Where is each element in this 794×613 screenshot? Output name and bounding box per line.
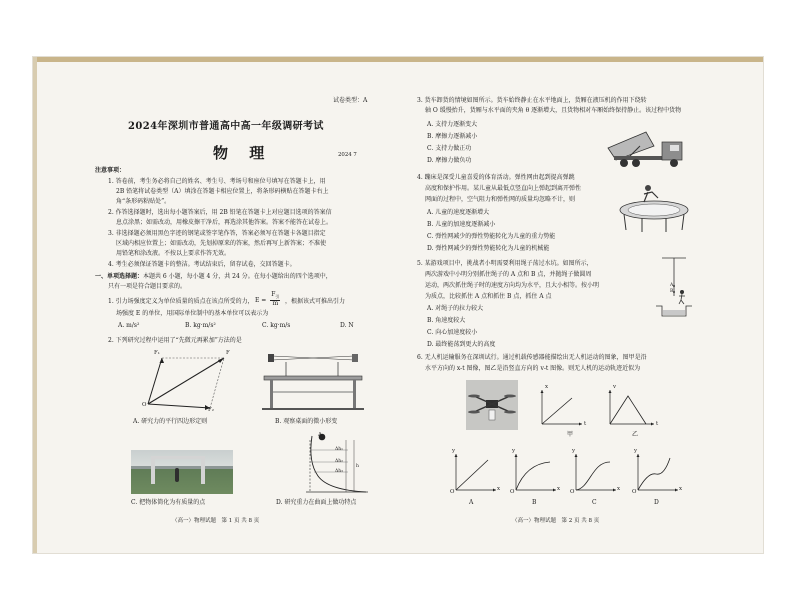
notes-line: 2. 作答选择题时，选出每小题答案后，用 2B 铅笔在答题卡上对应题目选项的答案信 [108,209,332,216]
label-o: O [142,402,147,408]
q4-stem: 4. 蹦床是深受儿童喜爱的体育活动。弹性网由起到提高弹跳 [417,174,575,181]
q1-formula [255,292,280,308]
subject-heading: 物 理 [213,144,273,162]
q5-label-b: B [670,289,674,294]
label-dh3: Δh₃ [335,469,343,474]
q2-caption-b[interactable]: B. 观察桌面的微小形变 [275,418,338,425]
origin-a: O [450,489,455,495]
q4-option-c[interactable]: C. 弹性网减少的弹性势能转化为儿童的重力势能 [427,233,556,240]
exam-date: 2024 7 [338,152,357,158]
q6-option-graph-a [452,452,500,494]
q5-label-a: A [670,283,674,288]
q5-option-b[interactable]: B. 角速度较大 [427,317,466,324]
q2-caption-a[interactable]: A. 研究力的平行四边形定则 [133,418,208,425]
q5-stem4: 为质点，比较抓住 A 点和抓住 B 点，抓住 A 点 [425,293,552,300]
q1-option-b[interactable]: B. kg·m/s² [185,322,216,329]
axis-v: v [613,384,617,390]
paper-type: 试卷类型：A [333,97,368,104]
notes-line: 4. 考生必须保证答题卡的整洁。考试结束后，留存试卷，交回答题卡。 [108,261,296,268]
q4-option-a[interactable]: A. 儿童的速度逐渐增大 [427,209,490,216]
section1-desc: 本题共 6 小题，每小题 4 分，共 24 分。在每小题给出的四个选项中， [143,273,332,280]
axis-y-d: y [634,448,638,454]
q6-graph-xt [538,388,587,428]
q4-stem3: 网面的过程中，空气阻力和弹性网的质量均忽略不计，则 [425,196,576,203]
section1-title [95,274,332,281]
axis-y-b: y [512,448,516,454]
goal-post [201,456,205,484]
q4-option-b[interactable]: B. 儿童的加速度逐渐减小 [427,221,496,228]
exam-title: 2024年深圳市普通高中高一年级调研考试 [128,121,324,132]
q5-option-c[interactable]: C. 向心加速度较小 [427,329,478,336]
notes-line: 角“条形码粘贴处”。 [116,198,171,205]
label-f: F [226,350,230,356]
axis-y-a: y [452,448,456,454]
formula-numerator: $F_引$ [271,291,280,300]
q6-option-graph-b [512,452,560,494]
q2-caption-c[interactable]: C. 把物体简化为有质量的点 [131,499,206,506]
q1-option-a[interactable]: A. m/s² [118,322,140,329]
axis-t: t [584,421,587,427]
q6-option-graph-c [572,452,620,494]
q1-stem2: 场强度 E 的单位，用国际单位制中的基本单位可以表示为 [116,310,269,317]
q6-stem2: 水平方向的 x-t 图像，图乙是沿竖直方向的 v-t 图像。则无人机的运动轨迹近似为 [425,365,641,372]
axis-x-c: x [617,486,621,492]
drone-icon [466,380,518,430]
q2-caption-d[interactable]: D. 研究重力在曲面上做功特点 [276,499,357,506]
notes-line: 3. 非选择题必须用黑色字迹的钢笔或签字笔作答，答案必须写在答题卡各题目指定 [108,230,326,237]
formula-lhs: E = [255,297,267,304]
q5-option-d[interactable]: D. 最终能荡到更大的高度 [427,341,496,348]
q3-stem2: 轴 O 缓慢抬升，货厢与水平面的夹角 θ 逐渐增大，且货物相对车厢始终保持静止。该过程中货物 [425,107,682,114]
q6-option-graph-d [634,452,682,494]
axis-x-d: x [679,486,683,492]
notes-line: 1. 答卷前，考生务必将自己的姓名、考生号、考场号和座位号填写在答题卡上，用 [108,178,326,185]
q2-figure-parallelogram [140,352,240,414]
q5-stem: 5. 某游戏项目中，挑战者小明需要利用绳子荡过水坑。如图所示， [417,260,593,267]
origin-b: O [510,489,515,495]
q3-option-d[interactable]: D. 摩擦力做负功 [427,157,472,164]
q1-stem: 1. 引力场强度定义为单位质量的质点在该点所受的力， [108,298,254,305]
notes-heading: 注意事项： [95,167,126,174]
section1-heading: 一、单项选择题： [95,273,144,280]
q3-option-a[interactable]: A. 支持力逐渐变大 [427,121,478,128]
axis-x-b: x [557,486,561,492]
scan-edge-top [33,57,763,62]
q3-stem: 3. 货车卸货的情境如图所示。货车始终静止在水平地面上，货厢在液压机的作用下绕转 [417,97,647,104]
notes-line: 2B 铅笔将试卷类型（A）填涂在答题卡相应位置上，将条形码横贴在答题卡右上 [116,188,329,195]
axis-x-a: x [497,486,501,492]
footer-right: （高一）物理试题 第 2 页 共 8 页 [512,518,600,524]
notes-line: 区域内相应位置上；如需改动，先划掉原来的答案，然后再写上新答案；不准使 [116,240,327,247]
origin-d: O [632,489,637,495]
scan-edge-left [33,57,37,553]
q5-option-a[interactable]: A. 对绳子的拉力较大 [427,305,484,312]
fence [131,466,233,469]
goal-bar [151,456,205,459]
q6-option-a[interactable]: A [469,499,474,506]
label-f1: F₁ [154,350,160,356]
q1-option-d[interactable]: D. N [340,322,354,329]
axis-t2: t [656,421,659,427]
q4-stem2: 高度和保护作用。某儿童从最低点竖直向上弹起到离开弹性 [425,185,582,192]
q6-graph-vt [606,388,659,428]
axis-x: x [545,384,549,390]
q5-stem2: 两次游戏中小明分别抓住绳子的 A 点和 B 点，并抛绳子做圆周 [425,271,592,278]
q3-option-b[interactable]: B. 摩擦力逐渐减小 [427,133,478,140]
label-dh1: Δh₁ [335,447,343,452]
runner-figure [175,468,179,482]
q1-stem-cont: ，根据该式可推出引力 [285,298,346,305]
q2-figure-table [258,352,368,412]
section1-desc2: 只有一项是符合题目要求的。 [108,283,187,290]
q4-figure-trampoline [618,180,690,236]
q2-stem: 2. 下列研究过程中运用了“先微元再累加”方法的是 [108,337,242,344]
q6-option-d[interactable]: D [654,499,659,506]
q1-option-c[interactable]: C. kg·m/s [262,322,291,329]
formula-denominator: m [272,299,279,307]
q4-option-d[interactable]: D. 弹性网减少的弹性势能转化为儿童的机械能 [427,245,550,252]
notes-line: 息点涂黑；如需改动，用橡皮擦干净后，再选涂其他答案。答案不能答在试卷上。 [116,219,333,226]
q6-stem: 6. 无人机运输服务在深圳试行。通过机载传感器能描绘出无人机运动的图象，图甲是沿 [417,354,647,361]
q6-photo-drone [466,380,518,430]
label-h: h [356,464,359,469]
label-point-a: A [318,432,322,438]
label-dh2: Δh₂ [335,459,343,464]
label-f2: F₂ [208,407,214,413]
origin-c: O [570,489,575,495]
q3-figure-dump-truck [606,128,690,170]
caption-jia: 甲 [567,431,574,438]
formula-fraction [270,292,280,308]
q5-figure-rope-swing [654,256,694,322]
q3-option-c[interactable]: C. 支持力做正功 [427,145,472,152]
notes-line: 用铅笔和涂改液。不按以上要求作答无效。 [116,250,231,257]
q2-photo-runner [131,450,233,494]
goal-post [151,456,155,484]
q6-option-b[interactable]: B [532,499,537,506]
q6-option-c[interactable]: C [592,499,597,506]
q5-stem3: 运动，两次抓住绳子时的速度方向均为水平，且大小相等。按小明 [425,282,600,289]
footer-left: （高一）物理试题 第 1 页 共 8 页 [172,518,260,524]
caption-yi: 乙 [632,431,639,438]
axis-y-c: y [572,448,576,454]
